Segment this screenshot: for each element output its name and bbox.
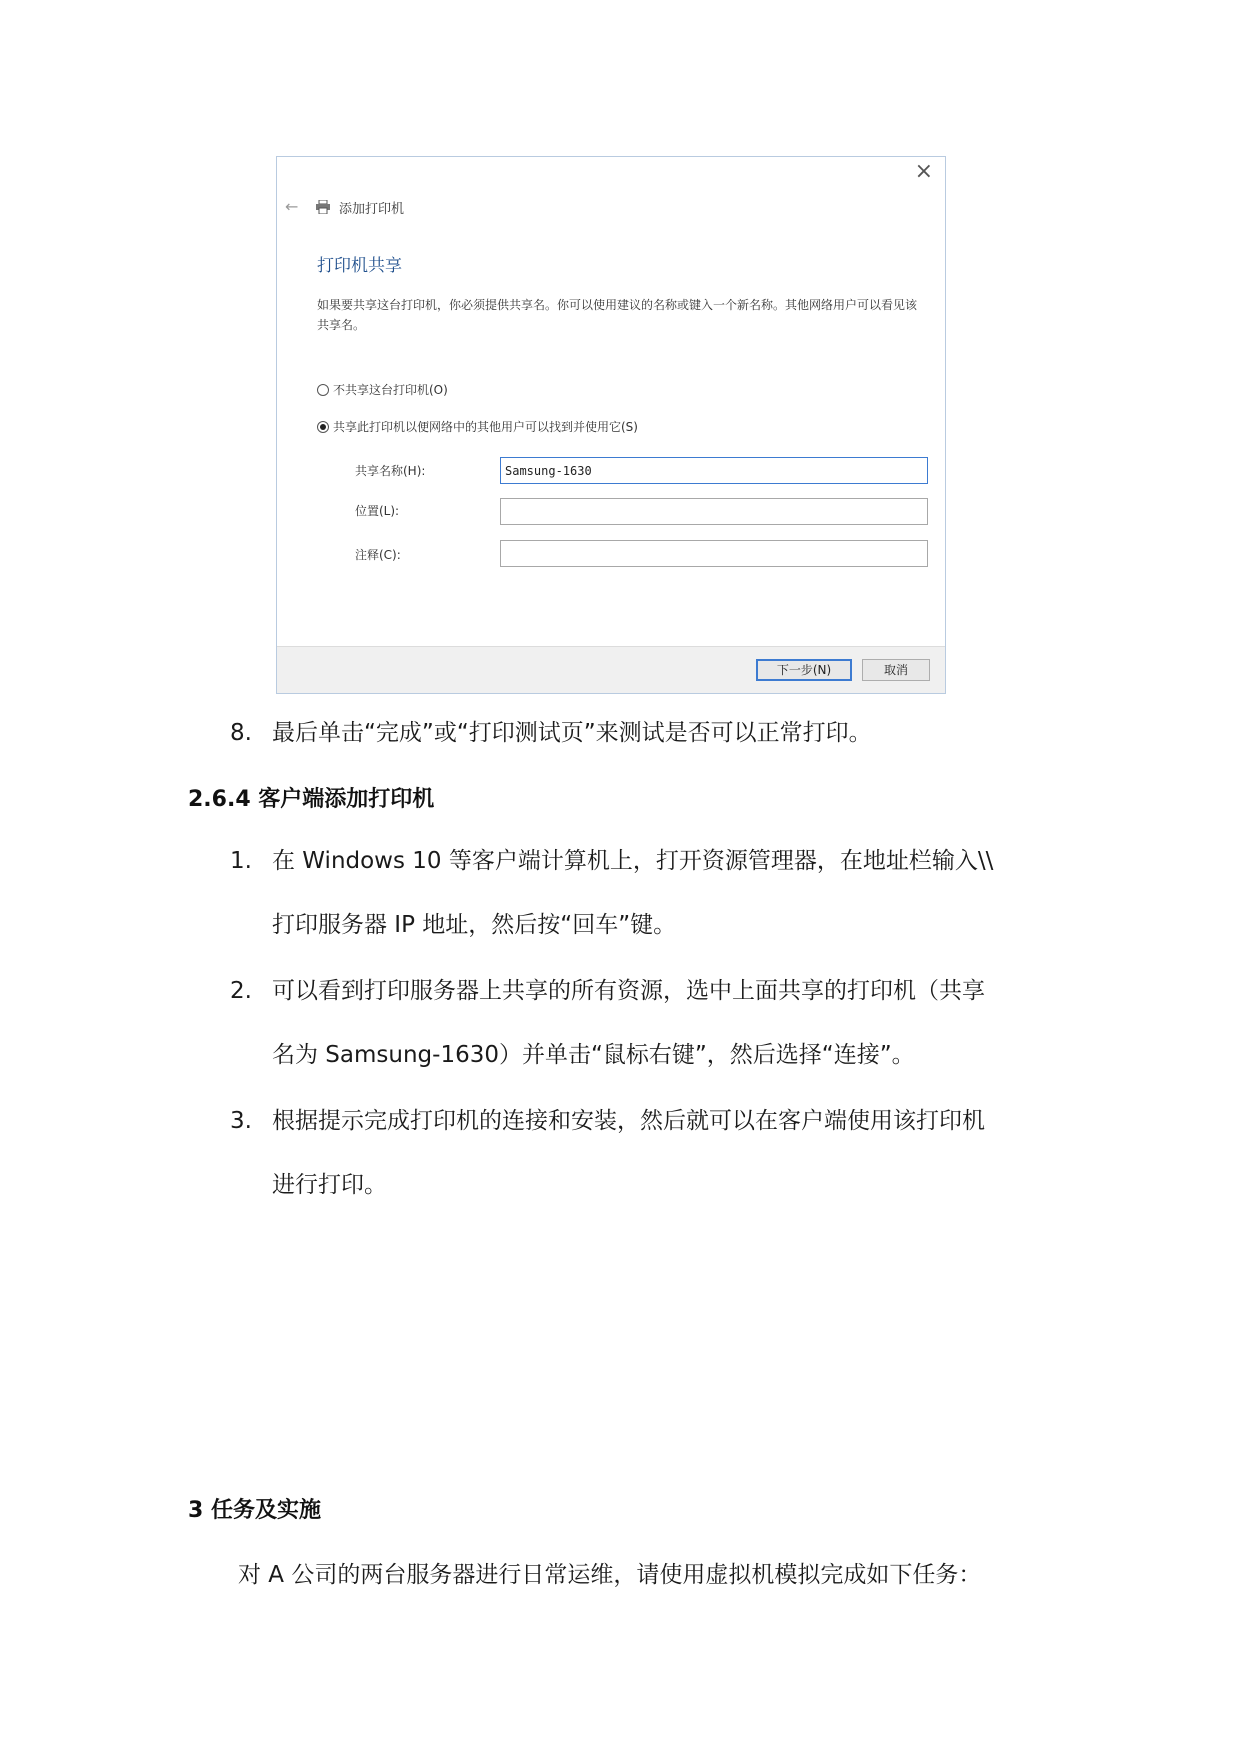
comment-label: 注释(C): (355, 548, 401, 562)
list-text-line2: 名为 Samsung-1630）并单击“鼠标右键”，然后选择“连接”。 (272, 1042, 915, 1068)
list-text: 最后单击“完成”或“打印测试页”来测试是否可以正常打印。 (272, 720, 872, 746)
radio-button[interactable] (317, 384, 329, 396)
section-heading-3: 3 任务及实施 (188, 1498, 321, 1523)
radio-no-share[interactable] (317, 381, 448, 398)
dialog-description: 如果要共享这台打印机，你必须提供共享名。你可以使用建议的名称或键入一个新名称。其他网络用户可以看见该共享名。 (317, 298, 918, 332)
close-icon[interactable]: × (914, 159, 933, 184)
location-input[interactable] (500, 498, 928, 525)
list-text-line1: 在 Windows 10 等客户端计算机上，打开资源管理器，在地址栏输入\\ (272, 848, 994, 874)
add-printer-dialog (276, 156, 946, 694)
list-text-line1: 根据提示完成打印机的连接和安装，然后就可以在客户端使用该打印机 (272, 1108, 985, 1134)
next-button[interactable]: 下一步(N) (756, 659, 852, 681)
list-text-line2: 打印服务器 IP 地址，然后按“回车”键。 (272, 912, 677, 938)
dialog-footer (277, 646, 945, 693)
location-label: 位置(L): (355, 504, 400, 518)
list-text-line1: 可以看到打印服务器上共享的所有资源，选中上面共享的打印机（共享 (272, 978, 985, 1004)
dialog-heading: 打印机共享 (317, 256, 402, 276)
list-text-line2: 进行打印。 (272, 1172, 387, 1198)
printer-icon (315, 200, 331, 214)
list-number: 1. (230, 848, 252, 874)
radio-button-checked[interactable] (317, 421, 329, 433)
dialog-title: 添加打印机 (339, 202, 405, 217)
radio-no-share-label: 不共享这台打印机(O) (333, 383, 448, 397)
list-number: 2. (230, 978, 252, 1004)
share-name-label: 共享名称(H): (355, 464, 426, 478)
list-number: 8. (230, 720, 252, 746)
share-name-input[interactable] (500, 457, 928, 484)
radio-share-label: 共享此打印机以便网络中的其他用户可以找到并使用它(S) (333, 420, 638, 434)
comment-input[interactable] (500, 540, 928, 567)
list-number: 3. (230, 1108, 252, 1134)
cancel-button[interactable]: 取消 (862, 659, 930, 681)
back-arrow-icon[interactable]: ← (285, 197, 299, 216)
task-intro-paragraph: 对 A 公司的两台服务器进行日常运维，请使用虚拟机模拟完成如下任务： (238, 1562, 982, 1588)
section-heading-264: 2.6.4 客户端添加打印机 (188, 787, 435, 812)
radio-share[interactable] (317, 418, 638, 435)
